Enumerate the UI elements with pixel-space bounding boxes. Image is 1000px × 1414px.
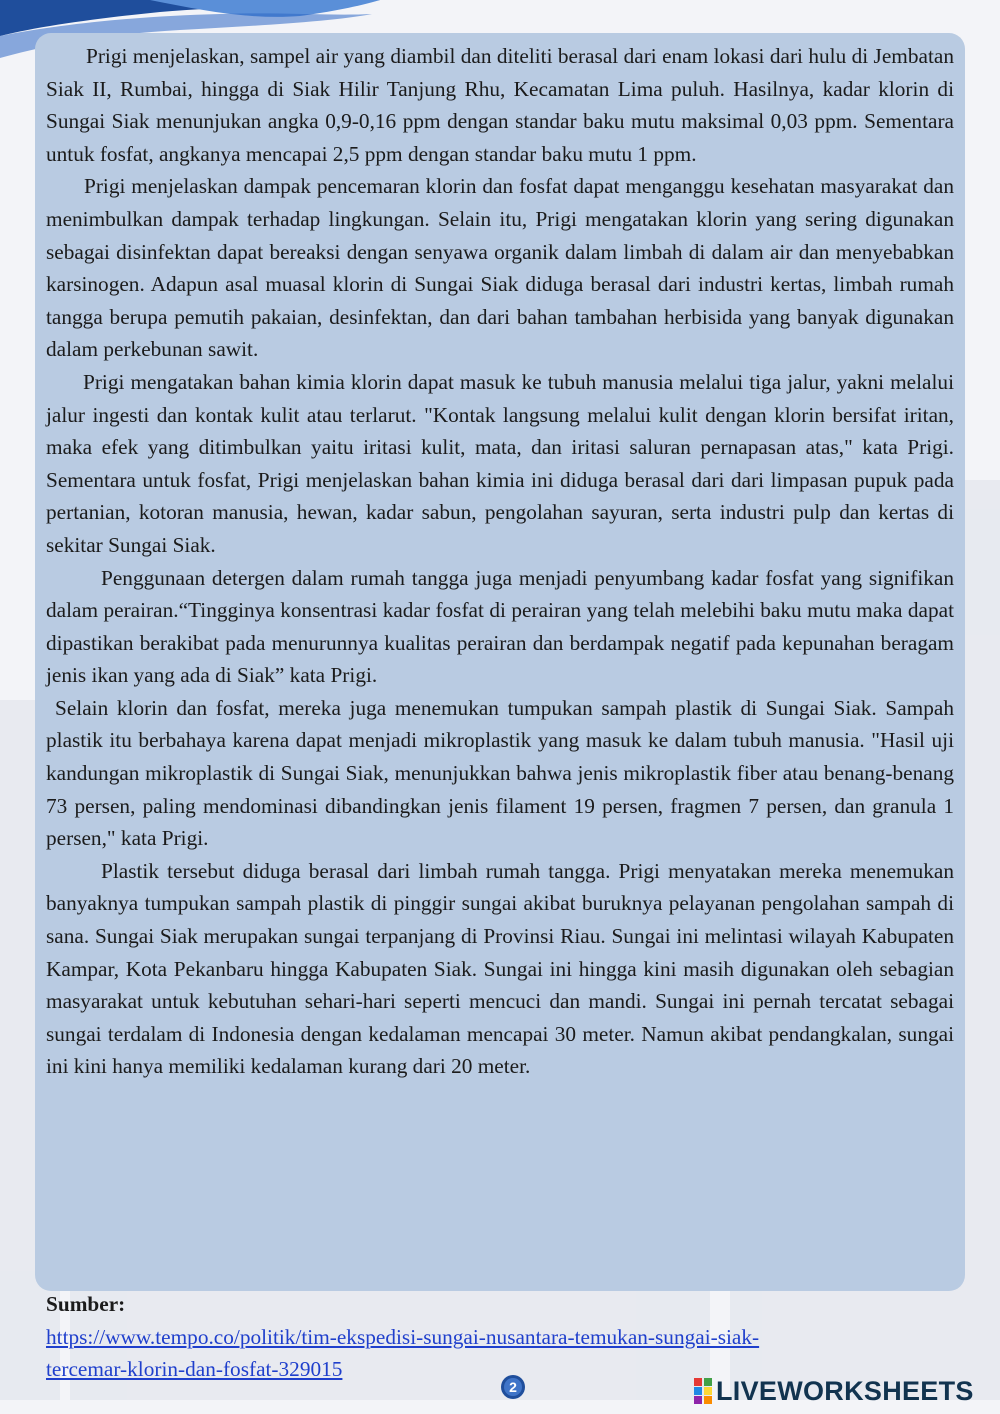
article-body (46, 40, 954, 1083)
liveworksheets-logo-icon (694, 1378, 712, 1404)
article-paragraph: Penggunaan detergen dalam rumah tangga juga menjadi penyumbang kadar fosfat yang signifikan dalam perairan.“Tingginya konsentrasi kadar fosfat di perairan yang telah melebihi baku mutu maka dapat dipastikan berakibat pada menurunnya kualitas perairan dan berdampak negatif pada kepunahan beragam jenis ikan yang ada di Siak” kata Prigi. (46, 565, 954, 688)
source-link-line-1: https://www.tempo.co/politik/tim-ekspedisi-sungai-nusantara-temukan-sungai-siak- (46, 1324, 760, 1349)
source-link-line-2: tercemar-klorin-dan-fosfat-329015 (46, 1357, 343, 1382)
source-link[interactable] (46, 1325, 759, 1382)
source-label: Sumber: (46, 1292, 126, 1316)
source-section (46, 1288, 946, 1386)
article-paragraph: Plastik tersebut diduga berasal dari limbah rumah tangga. Prigi menyatakan mereka menemukan banyaknya tumpukan sampah plastik di pinggir sungai akibat buruknya pelayanan pengolahan sampah di sana. Sungai Siak merupakan sungai terpanjang di Provinsi Riau. Sungai ini melintasi wilayah Kabupaten Kampar, Kota Pekanbaru hingga Kabupaten Siak. Sungai ini hingga kini masih digunakan oleh sebagian masyarakat untuk kebutuhan sehari-hari seperti mencuci dan mandi. Sungai ini pernah tercatat sebagai sungai terdalam di Indonesia dengan kedalaman mencapai 30 meter. Namun akibat pendangkalan, sungai ini kini hanya memiliki kedalaman kurang dari 20 meter. (46, 858, 954, 1079)
article-paragraph: Prigi menjelaskan dampak pencemaran klorin dan fosfat dapat menganggu kesehatan masyarakat dan menimbulkan dampak terhadap lingkungan. Selain itu, Prigi mengatakan klorin yang sering digunakan sebagai disinfektan dapat bereaksi dengan senyawa organik dalam limbah di dalam air dan menyebabkan karsinogen. Adapun asal muasal klorin di Sungai Siak diduga berasal dari industri kertas, limbah rumah tangga berupa pemutih pakaian, desinfektan, dan dari bahan tambahan herbisida yang banyak digunakan dalam perkebunan sawit. (46, 174, 954, 362)
brand-footer[interactable] (694, 1374, 974, 1408)
brand-name: LIVEWORKSHEETS (716, 1375, 974, 1406)
page-number: 2 (509, 1379, 517, 1395)
article-paragraph: Prigi mengatakan bahan kimia klorin dapat masuk ke tubuh manusia melalui tiga jalur, yakni melalui jalur ingesti dan kontak kulit atau terlarut. "Kontak langsung melalui kulit dengan klorin bersifat iritan, maka efek yang ditimbulkan yaitu iritasi kulit, mata, dan iritasi saluran pernapasan atas," kata Prigi. Sementara untuk fosfat, Prigi menjelaskan bahan kimia ini diduga berasal dari dari limpasan pupuk pada pertanian, kotoran manusia, hewan, kadar sabun, pengolahan sayuran, serta industri pulp dan kertas di sekitar Sungai Siak. (46, 369, 954, 557)
article-paragraph: Selain klorin dan fosfat, mereka juga menemukan tumpukan sampah plastik di Sungai Siak. Sampah plastik itu berbahaya karena dapat menjadi mikroplastik yang masuk ke dalam tubuh manusia. "Hasil uji kandungan mikroplastik di Sungai Siak, menunjukkan bahwa jenis mikroplastik fiber atau benang-benang 73 persen, paling mendominasi dibandingkan jenis filament 19 persen, fragmen 7 persen, dan granula 1 persen," kata Prigi. (46, 695, 954, 851)
article-paragraph: Prigi menjelaskan, sampel air yang diambil dan diteliti berasal dari enam lokasi dari hulu di Jembatan Siak II, Rumbai, hingga di Siak Hilir Tanjung Rhu, Kecamatan Lima puluh. Hasilnya, kadar klorin di Sungai Siak menunjukan angka 0,9-0,16 ppm dengan standar baku mutu maksimal 0,03 ppm. Sementara untuk fosfat, angkanya mencapai 2,5 ppm dengan standar baku mutu 1 ppm. (46, 44, 954, 166)
